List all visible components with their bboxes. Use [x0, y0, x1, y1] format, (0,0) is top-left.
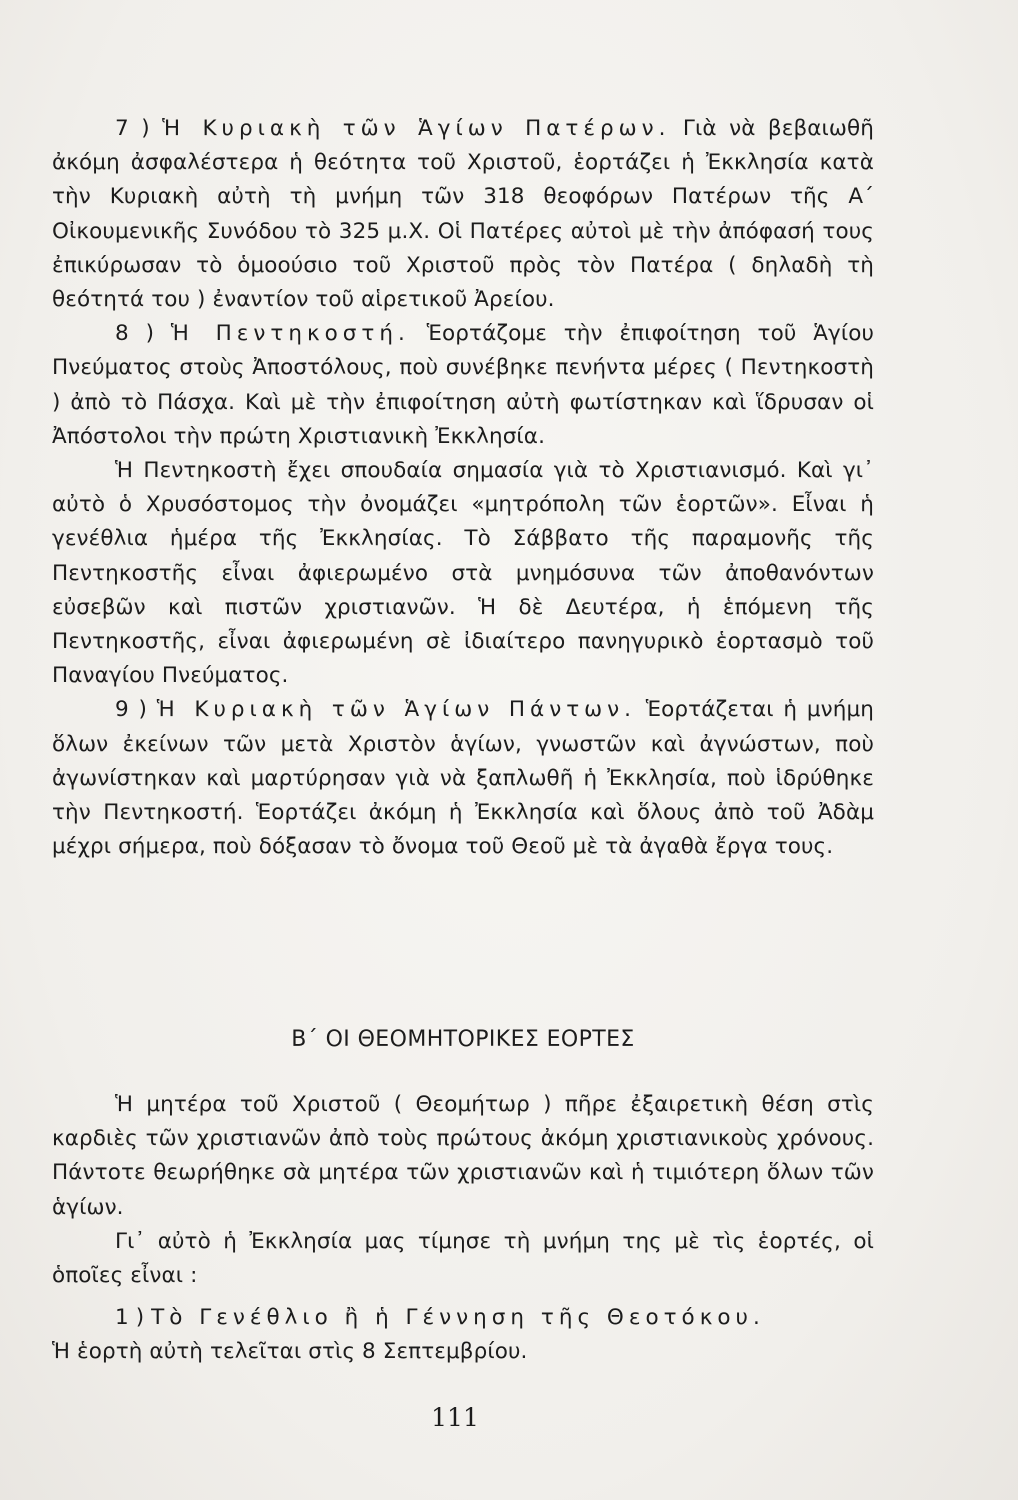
- paragraph-section-b-intro: Ἡ μητέρα τοῦ Χριστοῦ ( Θεομήτωρ ) πῆρε ἐξαιρετικὴ θέση στὶς καρδιὲς τῶν χριστιανῶν ἀπὸ τοὺς πρώτους ἀκόμη χριστιανικοὺς χρόνους. Πάντοτε θεωρήθηκε σὰ μητέρα τῶν χριστιανῶν καὶ ἡ τιμιότερη ὅλων τῶν ἁγίων.: [52, 1092, 874, 1220]
- feast-1-number: 1 ): [115, 1305, 152, 1331]
- item-8-number: 8 ): [115, 321, 171, 347]
- section-b-text: [52, 1088, 874, 1370]
- feast-1-title: Τὸ Γενέθλιο ἢ ἡ Γέννηση τῆς Θεοτόκου.: [151, 1305, 765, 1331]
- section-a-text: [52, 112, 874, 864]
- item-9-title: Ἡ Κυριακὴ τῶν Ἁγίων Πάντων.: [156, 697, 637, 723]
- paragraph-feast-item-1: [52, 1301, 874, 1335]
- item-8-title: Ἡ Πεντηκοστή.: [170, 321, 410, 347]
- paragraph-item-8: [52, 317, 874, 454]
- section-b-heading: Β΄ ΟΙ ΘΕΟΜΗΤΟΡΙΚΕΣ ΕΟΡΤΕΣ: [291, 1027, 635, 1052]
- item-7-text: Γιὰ νὰ βεβαιωθῆ ἀκόμη ἀσφαλέστερα ἡ θεότητα τοῦ Χριστοῦ, ἑορτάζει ἡ Ἐκκλησία κατὰ τὴν Κυριακὴ αὐτὴ τὴ μνήμη τῶν 318 θεοφόρων Πατέρων τῆς Α΄ Οἰκουμενικῆς Συνόδου τὸ 325 μ.Χ. Οἱ Πατέρες αὐτοὶ μὲ τὴν ἀπόφασή τους ἐπικύρωσαν τὸ ὁμοούσιο τοῦ Χριστοῦ πρὸς τὸν Πατέρα ( δηλαδὴ τὴ θεότητά του ) ἐναντίον τοῦ αἱρετικοῦ Ἀρείου.: [52, 116, 875, 313]
- item-8-text: Ἑορτάζομε τὴν ἐπιφοίτηση τοῦ Ἁγίου Πνεύματος στοὺς Ἀποστόλους, ποὺ συνέβηκε πενήντα μέρες ( Πεντηκοστὴ ) ἀπὸ τὸ Πάσχα. Καὶ μὲ τὴν ἐπιφοίτηση αὐτὴ φωτίστηκαν καὶ ἵδρυσαν οἱ Ἀπόστολοι τὴν πρώτη Χριστιανικὴ Ἐκκλησία.: [52, 321, 875, 449]
- item-9-text: Ἑορτάζεται ἡ μνήμη ὅλων ἐκείνων τῶν μετὰ Χριστὸν ἁγίων, γνωστῶν καὶ ἀγνώστων, ποὺ ἀγωνίστηκαν καὶ μαρτύρησαν γιὰ νὰ ξαπλωθῆ ἡ Ἐκκλησία, ποὺ ἱδρύθηκε τὴν Πεντηκοστή. Ἑορτάζει ἀκόμη ἡ Ἐκκλησία καὶ ὅλους ἀπὸ τοῦ Ἀδὰμ μέχρι σήμερα, ποὺ δόξασαν τὸ ὄνομα τοῦ Θεοῦ μὲ τὰ ἀγαθὰ ἔργα τους.: [52, 697, 875, 860]
- item-7-number: 7 ): [115, 116, 163, 141]
- page-number: 111: [431, 1403, 479, 1432]
- paragraph-item-9: [52, 693, 874, 864]
- paragraph-feast-item-1-text: Ἡ ἑορτὴ αὐτὴ τελεῖται στὶς 8 Σεπτεμβρίου.: [52, 1339, 528, 1365]
- paragraph-section-b-intro-2: Γι᾽ αὐτὸ ἡ Ἐκκλησία μας τίμησε τὴ μνήμη της μὲ τὶς ἑορτές, οἱ ὁποῖες εἶναι :: [52, 1228, 874, 1289]
- item-7-title: Ἡ Κυριακὴ τῶν Ἁγίων Πατέρων.: [162, 116, 671, 141]
- paragraph-item-7: [52, 112, 874, 317]
- item-9-number: 9 ): [115, 697, 157, 723]
- paragraph-item-8-continued: Ἡ Πεντηκοστὴ ἔχει σπουδαία σημασία γιὰ τὸ Χριστιανισμό. Καὶ γι᾽ αὐτὸ ὁ Χρυσόστομος τὴν ὀνομάζει «μητρόπολη τῶν ἑορτῶν». Εἶναι ἡ γενέθλια ἡμέρα τῆς Ἐκκλησίας. Τὸ Σάββατο τῆς παραμονῆς τῆς Πεντηκοστῆς εἶναι ἀφιερωμένο στὰ μνημόσυνα τῶν ἀποθανόντων εὐσεβῶν καὶ πιστῶν χριστιανῶν. Ἡ δὲ Δευτέρα, ἡ ἑπόμενη τῆς Πεντηκοστῆς, εἶναι ἀφιερωμένη σὲ ἰδιαίτερο πανηγυρικὸ ἑορτασμὸ τοῦ Παναγίου Πνεύματος.: [52, 458, 874, 689]
